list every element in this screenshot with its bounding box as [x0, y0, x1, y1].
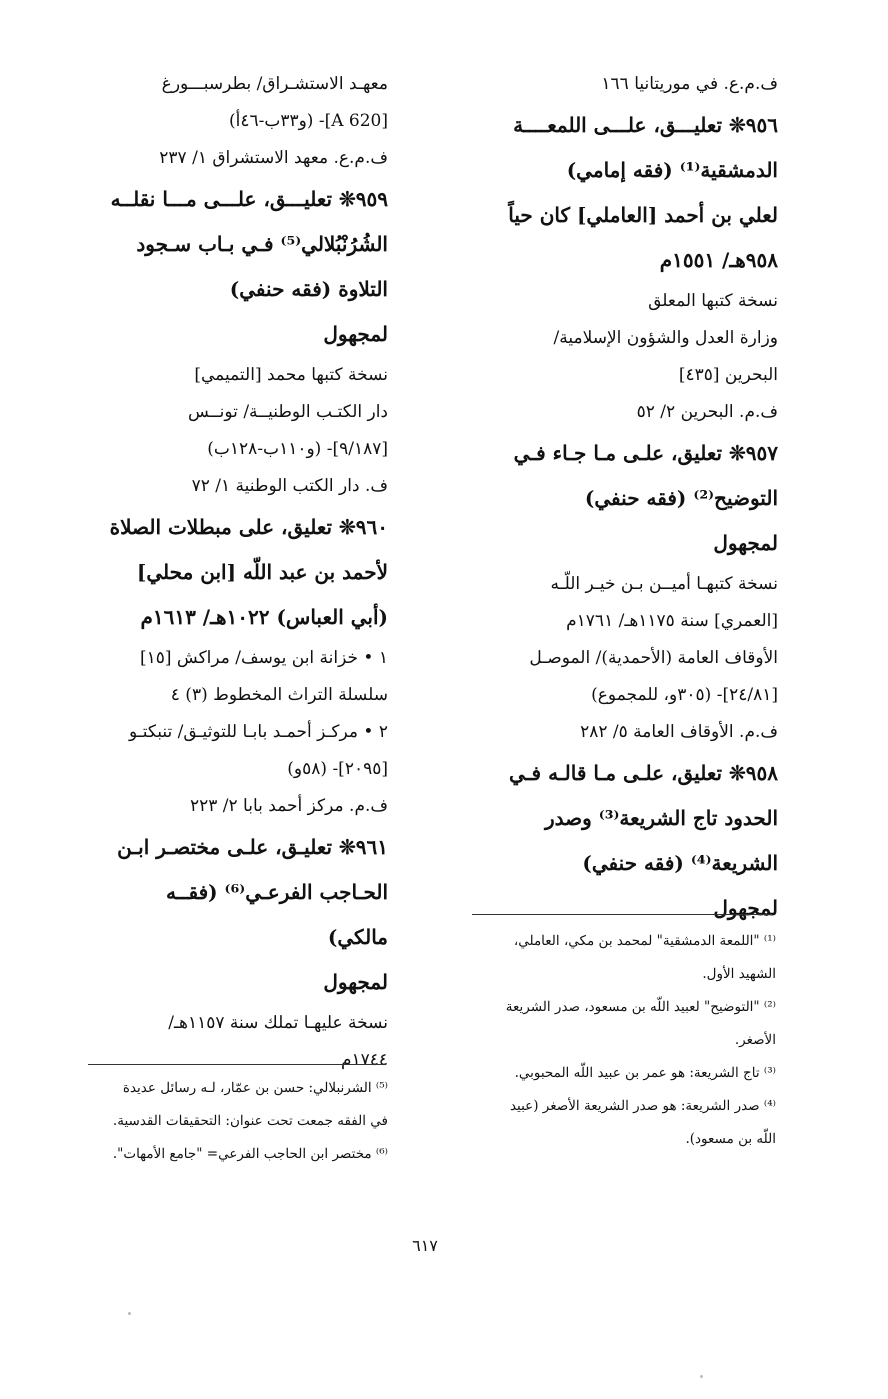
- left-entry-heading-line: لمجهول: [323, 970, 388, 994]
- right-entry-text-line: [٢٤/٨١]- (٣٠٥و، للمجموع): [591, 685, 778, 705]
- left-entry-text-line: نسخة كتبها محمد [التميمي]: [194, 365, 388, 385]
- right-entry-text-line: الأوقاف العامة (الأحمدية)/ الموصـل: [529, 648, 778, 668]
- right-entry-heading-line: لمجهول: [713, 531, 778, 555]
- footnote-line: الأصغر.: [734, 1032, 776, 1048]
- right-entry-text-line: نسخة كتبهـا أميــن بـن خيـر اللّـه: [550, 574, 778, 594]
- left-entry-text-line: ٢ • مركـز أحمـد بابـا للتوثيـق/ تنبكتـو: [128, 722, 388, 742]
- right-entry-heading-line: التوضيح⁽²⁾ (فقه حنفي): [584, 486, 778, 510]
- footnote-line: الشهيد الأول.: [702, 966, 776, 982]
- left-entry-text-line: ف. دار الكتب الوطنية ١/ ٧٢: [191, 476, 388, 496]
- left-entry-text-line: ف.م. مركز أحمد بابا ٢/ ٢٢٣: [189, 796, 388, 816]
- left-entry-heading-line: مالكي): [327, 925, 388, 949]
- right-entry-heading-line: ٩٥٨❊ تعليق، علـى مـا قالـه فـي: [509, 761, 778, 785]
- left-entry-text-line: [A 620]- (و٣٣ب-٤٦أ): [228, 111, 388, 131]
- right-entry-text-line: ف.م. الأوقاف العامة ٥/ ٢٨٢: [580, 722, 778, 742]
- right-entry-text-line: وزارة العدل والشؤون الإسلامية/: [553, 328, 778, 348]
- page-number: ٦١٧: [412, 1236, 438, 1255]
- right-entry-heading-line: لمجهول: [713, 896, 778, 920]
- right-entry-heading-line: الشريعة⁽⁴⁾ (فقه حنفي): [582, 851, 778, 875]
- right-entry-text-line: [العمري] سنة ١١٧٥هـ/ ١٧٦١م: [566, 611, 778, 631]
- right-entry-heading-line: الحدود تاج الشريعة⁽³⁾ وصدر: [544, 806, 778, 830]
- right-entry-text-line: ف.م. البحرين ٢/ ٥٢: [636, 402, 778, 422]
- left-entry-text-line: ١ • خزانة ابن يوسف/ مراكش [١٥]: [139, 648, 388, 668]
- footnote-line: ⁽⁴⁾ صدر الشريعة: هو صدر الشريعة الأصغر (عبيد: [509, 1098, 776, 1114]
- left-entry-heading-line: لأحمد بن عبد اللّه [ابن محلي]: [136, 560, 388, 584]
- left-entry-heading-line: ٩٥٩❊ تعليـــق، علـــى مـــا نقلــه: [110, 187, 388, 211]
- left-entry-text-line: نسخة عليهـا تملك سنة ١١٥٧هـ/: [168, 1013, 388, 1033]
- footnotes-right: [446, 925, 776, 1156]
- right-entry-heading-line: ٩٥٦❊ تعليـــق، علـــى اللمعــــة: [513, 113, 778, 137]
- footnote-line: ⁽¹⁾ "اللمعة الدمشقية" لمحمد بن مكي، العاملي،: [513, 933, 776, 949]
- left-column: [48, 66, 388, 1079]
- right-entry-text-line: البحرين [٤٣٥]: [678, 365, 778, 385]
- left-entry-text-line: [٢٠٩٥]- (٥٨و): [287, 759, 388, 779]
- left-entry-heading-line: ٩٦١❊ تعليـق، علـى مختصـر ابـن: [117, 835, 388, 859]
- footnote-line: ⁽⁵⁾ الشرنبلالي: حسن بن عمّار، لـه رسائل عديدة: [122, 1080, 388, 1096]
- footnotes-left: [48, 1072, 388, 1171]
- left-entry-heading-line: الحـاجب الفرعـي⁽⁶⁾ (فقــه: [166, 880, 388, 904]
- footnote-line: اللّه بن مسعود).: [685, 1131, 776, 1147]
- left-entry-text-line: [٩/١٨٧]- (و١١٠ب-١٢٨ب): [207, 439, 388, 459]
- right-column: [448, 66, 778, 931]
- footnote-line: ⁽³⁾ تاج الشريعة: هو عمر بن عبيد اللّه المحبوبي.: [514, 1065, 776, 1081]
- footnote-line: ⁽⁶⁾ مختصر ابن الحاجب الفرعي= "جامع الأمهات".: [112, 1146, 388, 1162]
- scan-speck: [128, 1312, 131, 1315]
- right-entry-text-line: ف.م.ع. في موريتانيا ١٦٦: [601, 74, 778, 94]
- footnote-line: في الفقه جمعت تحت عنوان: التحقيقات القدسية.: [112, 1113, 388, 1129]
- right-entry-heading-line: الدمشقية⁽¹⁾ (فقه إمامي): [566, 158, 778, 182]
- scan-speck: [700, 1375, 703, 1378]
- left-entry-text-line: سلسلة التراث المخطوط (٣) ٤: [170, 685, 388, 705]
- left-entry-heading-line: لمجهول: [323, 322, 388, 346]
- footnote-rule-right: [472, 914, 772, 915]
- left-entry-text-line: ف.م.ع. معهد الاستشراق ١/ ٢٣٧: [159, 148, 388, 168]
- left-entry-heading-line: الشُرُنْبُلالي⁽⁵⁾ فـي بـاب سـجود: [136, 232, 388, 256]
- left-entry-heading-line: (أبي العباس) ١٠٢٢هـ/ ١٦١٣م: [140, 605, 388, 629]
- right-entry-heading-line: ٩٥٨هـ/ ١٥٥١م: [659, 248, 778, 272]
- footnote-rule-left: [88, 1064, 386, 1065]
- right-entry-heading-line: لعلي بن أحمد [العاملي] كان حياً: [508, 203, 778, 227]
- left-entry-heading-line: ٩٦٠❊ تعليق، على مبطلات الصلاة: [109, 515, 388, 539]
- right-entry-heading-line: ٩٥٧❊ تعليق، علـى مـا جـاء فـي: [513, 441, 778, 465]
- left-entry-heading-line: التلاوة (فقه حنفي): [229, 277, 388, 301]
- footnote-line: ⁽²⁾ "التوضيح" لعبيد اللّه بن مسعود، صدر الشريعة: [505, 999, 776, 1015]
- left-entry-text-line: دار الكتـب الوطنيــة/ تونــس: [188, 402, 388, 422]
- left-entry-text-line: ١٧٤٤م: [340, 1050, 388, 1070]
- left-entry-text-line: معهـد الاستشـراق/ بطرسبـــورغ: [161, 74, 388, 94]
- right-entry-text-line: نسخة كتبها المعلق: [648, 291, 778, 311]
